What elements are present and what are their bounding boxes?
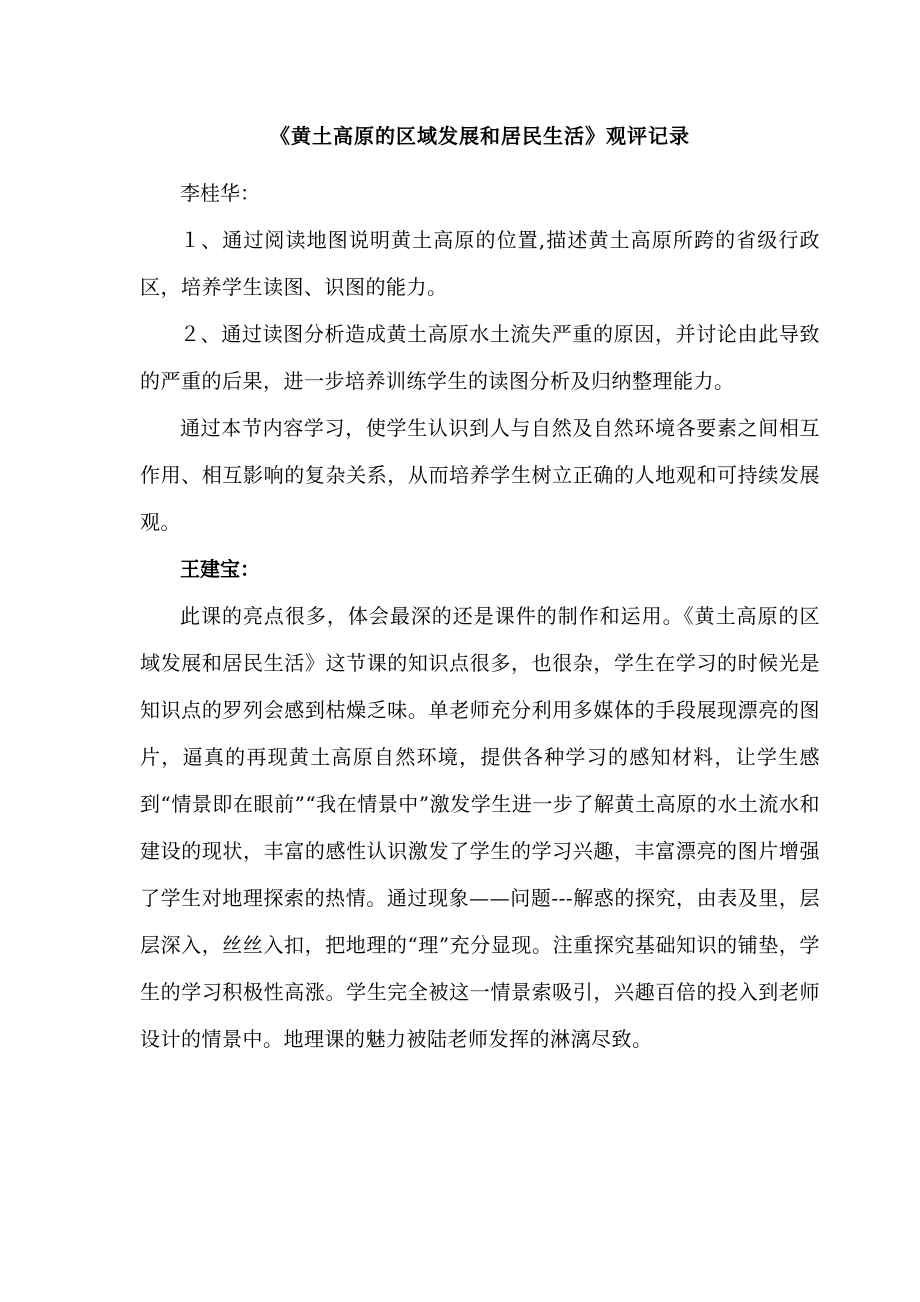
document-title: 《黄土高原的区域发展和居民生活》观评记录 <box>270 124 690 148</box>
paragraph-point-2: ２、通过读图分析造成黄土高原水土流失严重的原因，并讨论由此导致的严重的后果，进一步培养训练学生的读图分析及归纳整理能力。 <box>140 322 820 393</box>
section-wang-jianbao <box>140 546 820 1063</box>
paragraph-summary: 通过本节内容学习，使学生认识到人与自然及自然环境各要素之间相互作用、相互影响的复杂关系，从而培养学生树立正确的人地观和可持续发展观。 <box>140 416 820 534</box>
section-li-guihua <box>140 170 820 546</box>
paragraph-review: 此课的亮点很多，体会最深的还是课件的制作和运用。《黄土高原的区域发展和居民生活》这节课的知识点很多，也很杂，学生在学习的时候光是知识点的罗列会感到枯燥乏味。单老师充分利用多媒体的手段展现漂亮的图片，逼真的再现黄土高原自然环境，提供各种学习的感知材料，让学生感到“情景即在眼前”“我在情景中”激发学生进一步了解黄土高原的水土流水和建设的现状，丰富的感性认识激发了学生的学习兴趣，丰富漂亮的图片增强了学生对地理探索的热情。通过现象——问题---解惑的探究，由表及里，层层深入，丝丝入扣，把地理的“理”充分显现。注重探究基础知识的铺垫，学生的学习积极性高涨。学生完全被这一情景索吸引，兴趣百倍的投入到老师设计的情景中。地理课的魅力被陆老师发挥的淋漓尽致。 <box>140 604 820 1051</box>
paragraph-point-1: １、通过阅读地图说明黄土高原的位置,描述黄土高原所跨的省级行政区，培养学生读图、识图的能力。 <box>140 228 820 299</box>
speaker-name: 李桂华： <box>180 181 260 205</box>
speaker-name: 王建宝： <box>180 557 260 581</box>
